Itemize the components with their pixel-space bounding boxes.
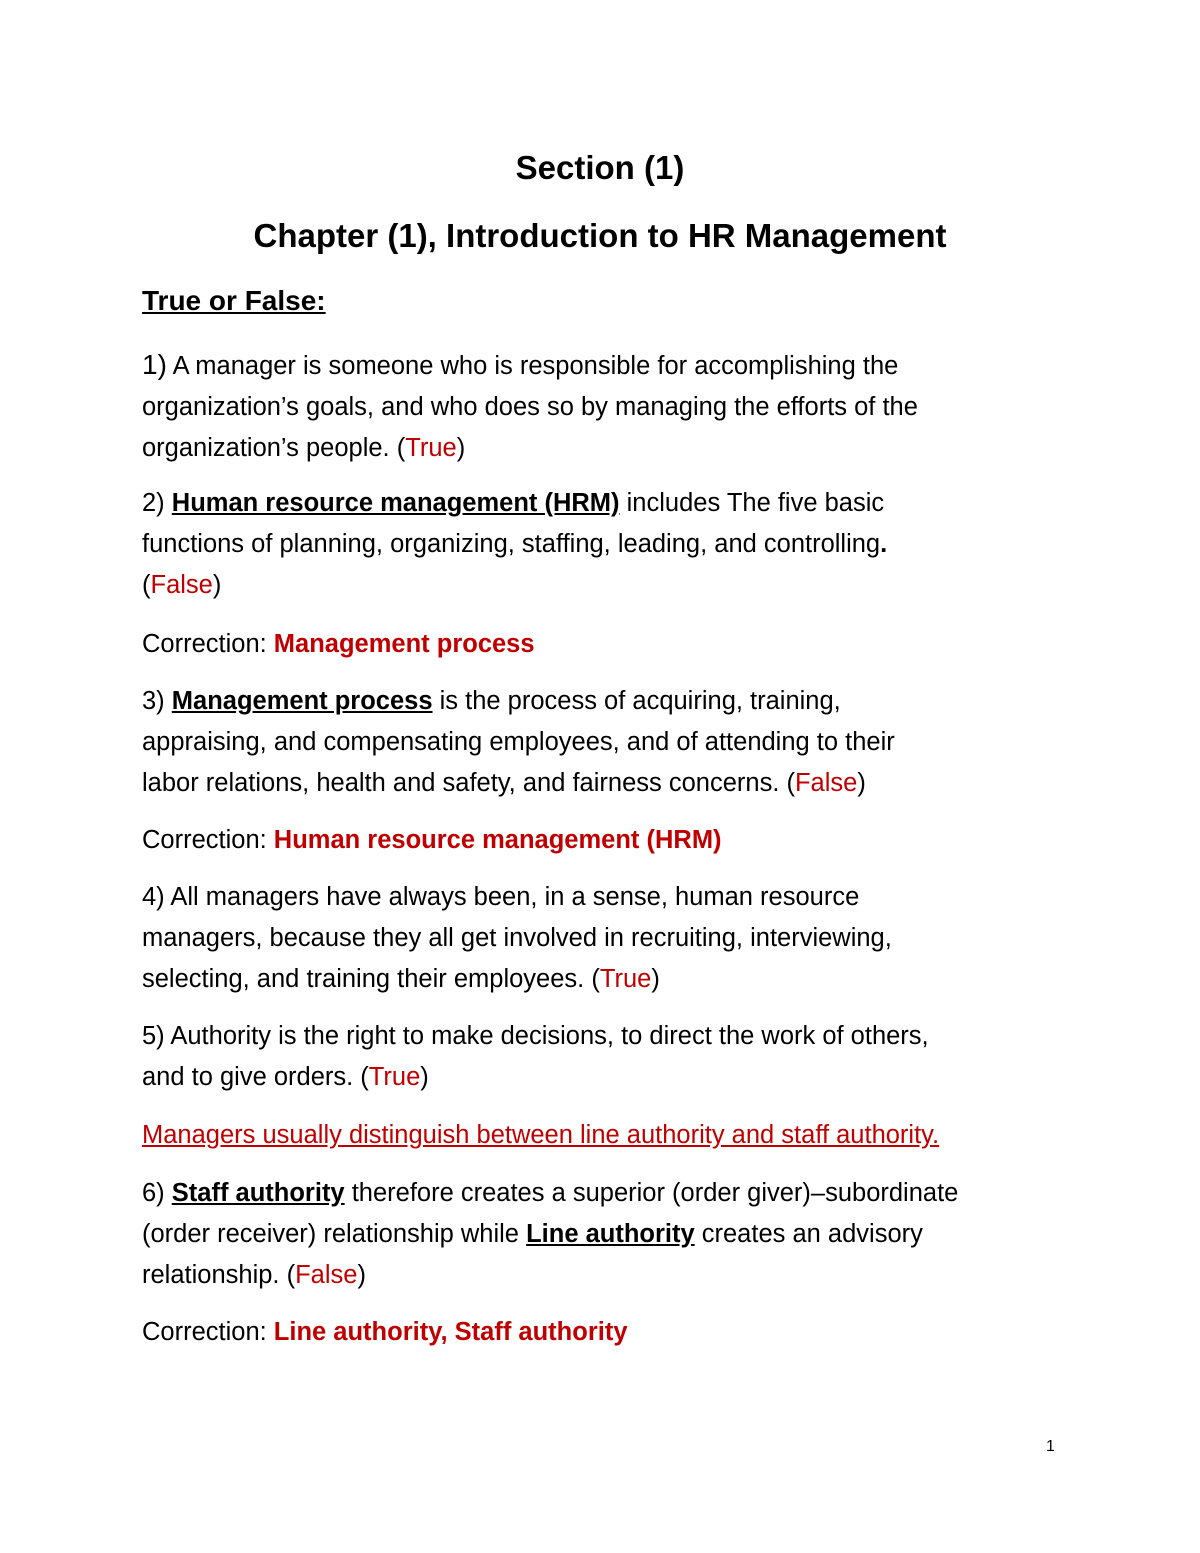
question-text: A manager is someone who is responsible for accomplishing the [172, 352, 899, 380]
answer: False [150, 571, 213, 599]
question-number: 3) [142, 687, 165, 715]
answer: True [599, 965, 652, 993]
question-text: includes The five basic [619, 489, 885, 517]
note-text: Managers usually distinguish between line authority and staff authority. [142, 1121, 940, 1149]
question-5 [142, 1016, 1082, 1098]
question-text: All managers have always been, in a sense, human resource [164, 883, 860, 911]
section-title: Section (1) [515, 149, 685, 186]
answer-close: ) [357, 1261, 366, 1289]
question-number: 1) [142, 349, 167, 380]
question-text: organization’s goals, and who does so by managing the efforts of the [142, 393, 918, 421]
question-2 [142, 483, 1082, 606]
correction-2 [142, 624, 1082, 665]
correction-6 [142, 1312, 1082, 1353]
question-text: organization’s people. ( [142, 434, 406, 462]
question-number: 5) [142, 1022, 165, 1050]
answer-close: ) [456, 434, 466, 462]
question-text: functions of planning, organizing, staffing, leading, and controlling [142, 530, 881, 558]
correction-label: Correction: [142, 826, 274, 854]
answer-close: ) [857, 769, 866, 797]
question-text: relationship. ( [142, 1261, 296, 1289]
question-text: Authority is the right to make decisions, to direct the work of others, [164, 1022, 929, 1050]
question-text: selecting, and training their employees. ( [142, 965, 600, 993]
key-term: Staff authority [171, 1179, 345, 1207]
question-1 [142, 344, 1082, 469]
authority-note [142, 1115, 1082, 1156]
key-term: Management process [171, 687, 433, 715]
question-text: appraising, and compensating employees, and of attending to their [142, 728, 895, 756]
answer: False [295, 1261, 358, 1289]
answer-close: ) [420, 1063, 429, 1091]
question-text: is the process of acquiring, training, [432, 687, 841, 715]
answer-close: ) [651, 965, 660, 993]
key-term: Human resource management (HRM) [171, 489, 620, 517]
correction-value: Human resource management (HRM) [273, 826, 722, 854]
correction-label: Correction: [142, 630, 274, 658]
question-text: ( [142, 571, 151, 599]
question-text: (order receiver) relationship while [142, 1220, 527, 1248]
question-4 [142, 877, 1082, 1000]
question-text: and to give orders. ( [142, 1063, 369, 1091]
question-3 [142, 681, 1082, 804]
question-text: managers, because they all get involved in recruiting, interviewing, [142, 924, 892, 952]
question-text: therefore creates a superior (order giver)–subordinate [344, 1179, 959, 1207]
question-number: 4) [142, 883, 165, 911]
correction-value: Management process [273, 630, 535, 658]
answer: False [794, 769, 858, 797]
quiz-heading: True or False: [142, 285, 326, 316]
question-number: 6) [142, 1179, 165, 1207]
sentence-end: . [880, 530, 888, 558]
answer-close: ) [212, 571, 222, 599]
question-text: creates an advisory [694, 1220, 923, 1248]
chapter-title: Chapter (1), Introduction to HR Management [253, 217, 947, 254]
correction-value: Line authority, Staff authority [273, 1318, 628, 1346]
question-6 [142, 1173, 1082, 1296]
question-number: 2) [142, 489, 165, 517]
correction-label: Correction: [142, 1318, 274, 1346]
correction-3 [142, 820, 1082, 861]
key-term: Line authority [526, 1220, 695, 1248]
page-number: 1 [1046, 1438, 1055, 1455]
question-text: labor relations, health and safety, and fairness concerns. ( [142, 769, 795, 797]
answer: True [405, 434, 457, 462]
answer: True [368, 1063, 421, 1091]
